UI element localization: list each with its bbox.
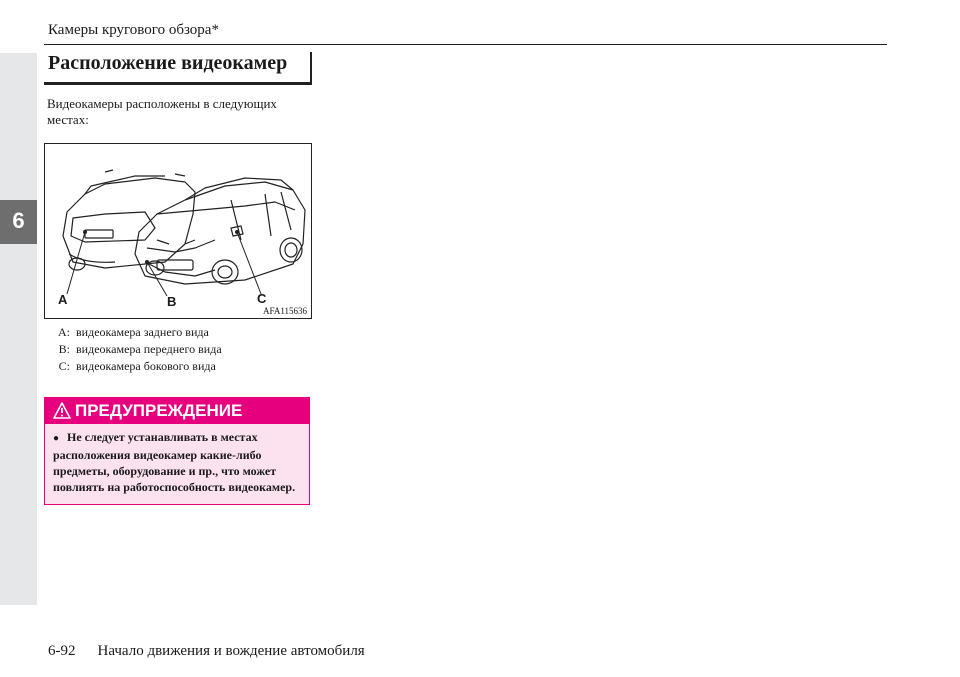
leader-line-c — [237, 232, 261, 294]
camera-point-c — [235, 230, 239, 234]
car-illustration — [45, 144, 311, 318]
running-header: Камеры кругового обзора* — [48, 22, 219, 38]
figure-legend — [48, 324, 222, 375]
callout-a: A — [58, 292, 68, 307]
section-title: Расположение видеокамер — [48, 52, 288, 74]
legend-key: C: — [58, 359, 70, 373]
warning-body — [53, 429, 305, 495]
warning-text: Не следует устанавливать в местах расположения видеокамер какие-либо предметы, оборудование и пр., что может повлиять на работоспособность видеокамер. — [53, 430, 296, 494]
warning-header — [45, 398, 309, 424]
warning-box — [44, 397, 310, 505]
callout-c: C — [257, 291, 267, 306]
header-divider — [44, 44, 887, 45]
intro-paragraph: Видеокамеры расположены в следующих местах: — [47, 96, 277, 127]
legend-text: видеокамера переднего вида — [76, 342, 222, 356]
section-title-underline — [44, 82, 312, 85]
figure-code: AFA115636 — [262, 306, 307, 316]
section-title-edge — [310, 52, 312, 84]
legend-key: A: — [58, 325, 70, 339]
legend-row — [48, 341, 222, 358]
legend-row — [48, 324, 222, 341]
chapter-side-tab — [0, 53, 37, 605]
warning-triangle-icon — [53, 402, 71, 419]
bullet-icon: ● — [53, 433, 60, 444]
warning-title: ПРЕДУПРЕЖДЕНИЕ — [75, 401, 243, 420]
camera-point-b — [145, 260, 149, 264]
legend-text: видеокамера заднего вида — [76, 325, 209, 339]
footer-chapter-title: Начало движения и вождение автомобиля — [97, 643, 365, 659]
chapter-number-box — [0, 200, 37, 244]
chapter-number: 6 — [12, 208, 25, 233]
page-footer — [48, 643, 365, 660]
camera-location-figure — [44, 143, 312, 319]
legend-row — [48, 358, 222, 375]
callout-b: B — [167, 294, 177, 309]
legend-text: видеокамера бокового вида — [76, 359, 216, 373]
page-number: 6-92 — [48, 643, 76, 659]
camera-point-a — [83, 230, 87, 234]
legend-key: B: — [58, 342, 70, 356]
